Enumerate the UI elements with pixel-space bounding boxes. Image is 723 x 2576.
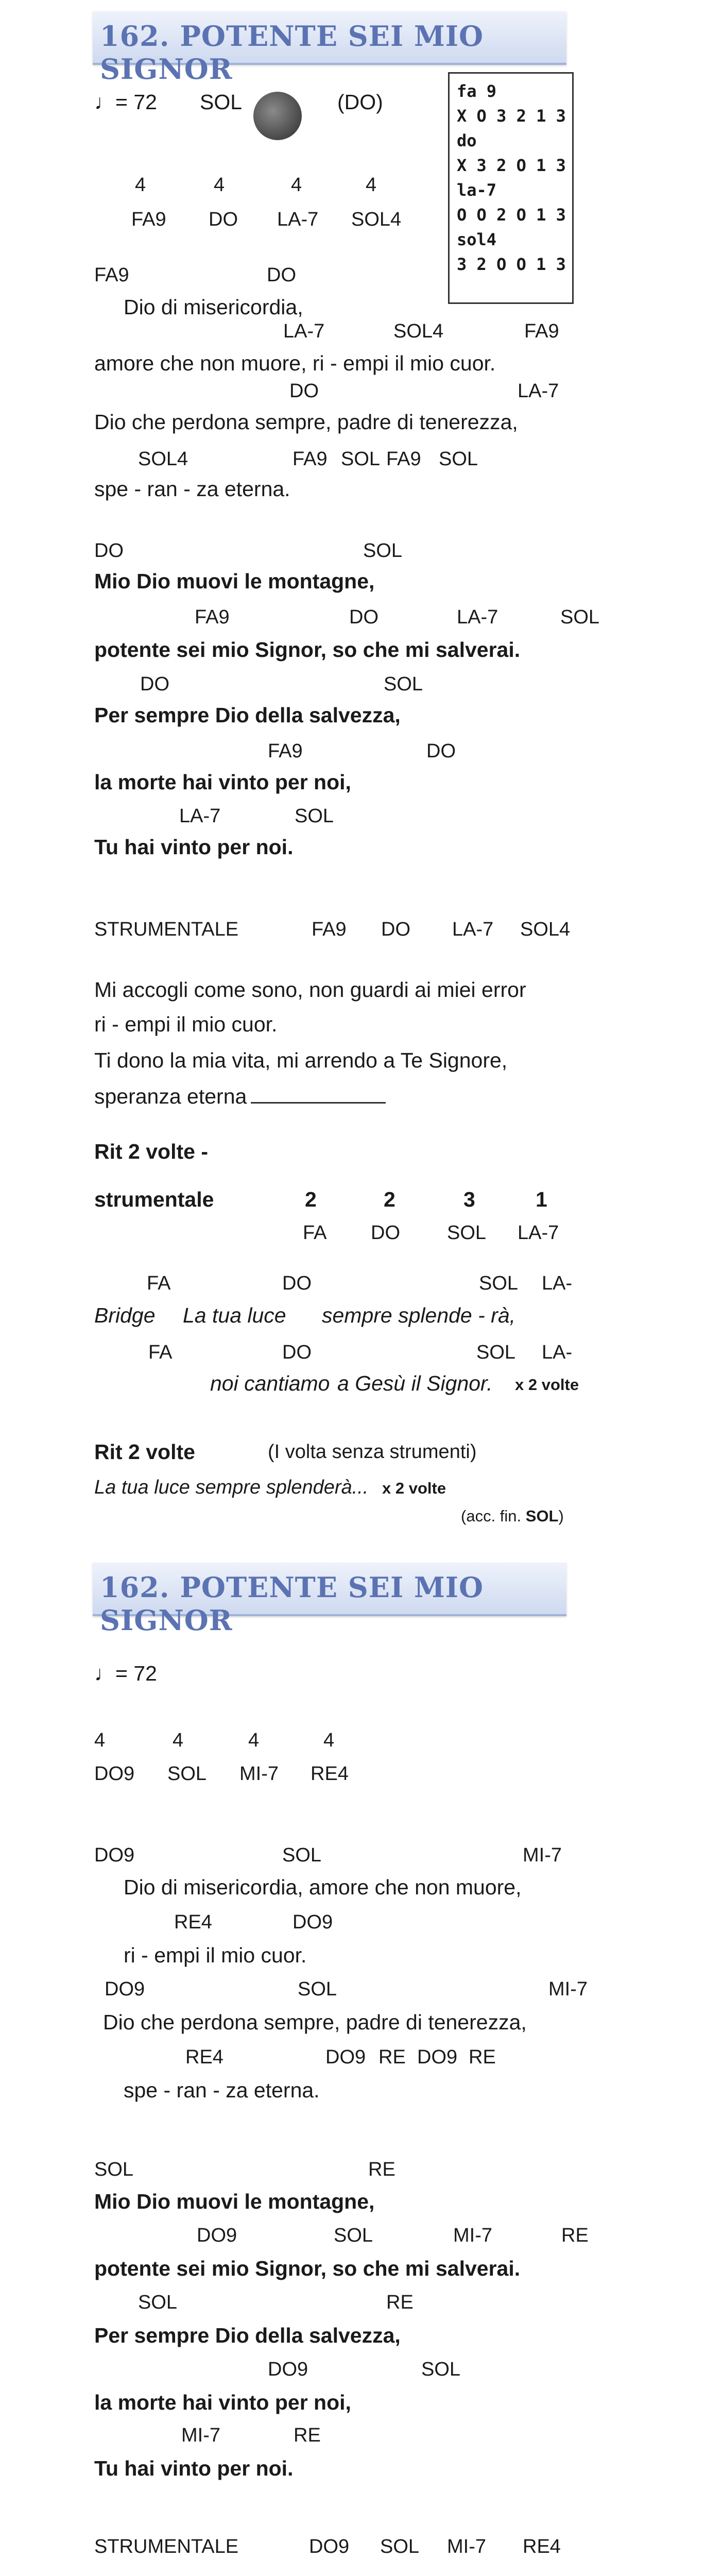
chord: DO9: [105, 1978, 145, 2000]
chorus-line: la morte hai vinto per noi,: [94, 770, 351, 794]
chord: RE4: [523, 2536, 561, 2557]
chord-box-line: X O 3 2 1 3: [457, 106, 566, 126]
chord: DO9: [309, 2536, 350, 2557]
chord: SOL: [341, 448, 381, 470]
chord: DO: [94, 540, 124, 562]
chord: DO: [289, 380, 319, 402]
song-title-bar: [93, 1563, 566, 1637]
chorus-line: potente sei mio Signor, so che mi salverai.: [94, 2257, 521, 2280]
chord: DO: [140, 673, 169, 695]
intro-chord: SOL4: [351, 209, 402, 230]
chord: RE: [561, 2225, 589, 2246]
lyric-line: spe - ran - za eterna.: [94, 477, 290, 501]
beat-count: 4: [323, 1730, 335, 1751]
quarter-note-icon: ♩: [94, 90, 115, 114]
chord: DO9: [292, 1911, 333, 1933]
chorus-line: Per sempre Dio della salvezza,: [94, 703, 401, 727]
chord-box-line: la-7: [457, 180, 497, 200]
chord: LA-: [542, 1342, 573, 1363]
chord: SOL: [334, 2225, 373, 2246]
chord: RE: [368, 2159, 395, 2180]
chord: RE4: [185, 2046, 223, 2068]
chorus-line: Mio Dio muovi le montagne,: [94, 569, 375, 593]
blank-line: [251, 1102, 386, 1104]
repeat-note: x 2 volte: [515, 1376, 579, 1394]
lyric-line: ri - empi il mio cuor.: [124, 1943, 307, 1967]
lyric-line: Dio di misericordia, amore che non muore,: [124, 1875, 522, 1899]
chord: MI-7: [181, 2425, 220, 2446]
chord: DO: [349, 606, 378, 628]
chord: DO9: [268, 2359, 308, 2380]
key-alt-label: (DO): [337, 90, 383, 114]
bridge-line: sempre splende - rà,: [322, 1303, 516, 1327]
rit-label: Rit 2 volte -: [94, 1140, 208, 1163]
chord: LA-: [542, 1273, 573, 1294]
chord: RE4: [174, 1911, 212, 1933]
chord: DO: [381, 919, 410, 940]
rit-note: (I volta senza strumenti): [268, 1441, 477, 1463]
beat-count: 4: [94, 1730, 106, 1751]
tempo-marking: ♩= 72: [94, 1662, 157, 1685]
chorus-line: Per sempre Dio della salvezza,: [94, 2324, 401, 2347]
chord: DO9: [197, 2225, 237, 2246]
song-title-bar: [93, 11, 566, 86]
bridge-line: a Gesù il Signor.: [337, 1371, 493, 1395]
beat-count: 4: [366, 174, 377, 196]
chord: DO: [282, 1273, 312, 1294]
lyric-line: speranza eterna: [94, 1084, 386, 1109]
beat-count: 4: [291, 174, 302, 196]
final-chord-note: (acc. fin. SOL): [461, 1507, 564, 1525]
lyric-line: amore che non muore, ri - empi il mio cuor.: [94, 351, 496, 375]
chord: SOL: [295, 805, 334, 827]
chord: SOL: [138, 2292, 178, 2313]
chord: SOL: [363, 540, 403, 562]
chord: MI-7: [447, 2536, 486, 2557]
beat-count: 4: [135, 174, 146, 196]
intro-chord: MI-7: [239, 1763, 279, 1785]
song-title: 162. POTENTE SEI MIO SIGNOR: [100, 1571, 484, 1637]
chord: FA: [303, 1222, 327, 1244]
section-label: STRUMENTALE: [94, 919, 239, 940]
chord: DO9: [94, 1844, 135, 1866]
chord: LA-7: [452, 919, 494, 940]
chord: SOL: [476, 1342, 516, 1363]
chord: DO: [267, 264, 296, 286]
lyric-line: Mi accogli come sono, non guardi ai miei error: [94, 978, 526, 1002]
measure-count: 2: [305, 1188, 317, 1211]
chord-diagram-box: [448, 72, 574, 304]
lyric-line: spe - ran - za eterna.: [124, 2078, 320, 2102]
chord: DO9: [417, 2046, 458, 2068]
chord: SOL: [479, 1273, 519, 1294]
beat-count: 4: [173, 1730, 184, 1751]
chord-box-line: X 3 2 O 1 3: [457, 156, 566, 175]
chord: MI-7: [548, 1978, 588, 2000]
bridge-line: La tua luce: [183, 1303, 286, 1327]
lyric-line: Dio che perdona sempre, padre di tenerezza,: [103, 2010, 527, 2034]
lyric-line: Ti dono la mia vita, mi arrendo a Te Signore,: [94, 1048, 508, 1072]
chord: SOL4: [520, 919, 571, 940]
chord: FA9: [268, 740, 303, 762]
bridge-line: noi cantiamo: [210, 1371, 330, 1395]
chord: LA-7: [457, 606, 498, 628]
chord: SOL: [384, 673, 423, 695]
bridge-label: Bridge: [94, 1303, 156, 1327]
song-title: 162. POTENTE SEI MIO SIGNOR: [100, 20, 484, 86]
chorus-line: la morte hai vinto per noi,: [94, 2391, 351, 2414]
chord: SOL: [94, 2159, 134, 2180]
chord: FA: [148, 1342, 173, 1363]
beat-count: 4: [248, 1730, 260, 1751]
chord: RE: [469, 2046, 496, 2068]
chord: MI-7: [453, 2225, 492, 2246]
section-label: STRUMENTALE: [94, 2536, 239, 2557]
chord: SOL: [421, 2359, 461, 2380]
chord: FA9: [292, 448, 328, 470]
chord: SOL: [282, 1844, 322, 1866]
chord: LA-7: [283, 320, 325, 342]
rit-label: Rit 2 volte: [94, 1440, 195, 1464]
measure-count: 3: [463, 1188, 475, 1211]
chord: FA9: [524, 320, 559, 342]
chord-box-line: fa 9: [457, 81, 497, 101]
lyric-line: ri - empi il mio cuor.: [94, 1012, 278, 1036]
measure-count: 1: [536, 1188, 547, 1211]
guitar-logo-icon: [253, 92, 302, 140]
chord: SOL: [447, 1222, 487, 1244]
chorus-line: Tu hai vinto per noi.: [94, 2456, 294, 2480]
chord: SOL: [439, 448, 478, 470]
chord-box-line: 3 2 O O 1 3: [457, 255, 566, 274]
quarter-note-icon: ♩: [94, 1662, 115, 1685]
chorus-line: Mio Dio muovi le montagne,: [94, 2190, 375, 2213]
tempo-marking: ♩= 72: [94, 90, 157, 114]
chord: RE: [378, 2046, 406, 2068]
chord: SOL4: [138, 448, 188, 470]
chord: LA-7: [179, 805, 221, 827]
chord-box-line: O O 2 O 1 3: [457, 205, 566, 225]
chord-box-line: do: [457, 131, 477, 150]
chorus-line: potente sei mio Signor, so che mi salverai.: [94, 638, 521, 662]
chord-box-line: sol4: [457, 230, 497, 249]
intro-chord: FA9: [131, 209, 166, 230]
chord: LA-7: [518, 380, 559, 402]
chord: DO: [426, 740, 456, 762]
chord: SOL: [380, 2536, 420, 2557]
chord: RE: [294, 2425, 321, 2446]
chord: MI-7: [523, 1844, 562, 1866]
intro-chord: DO9: [94, 1763, 135, 1785]
measure-count: 2: [384, 1188, 395, 1211]
chord: RE: [386, 2292, 414, 2313]
chorus-line: Tu hai vinto per noi.: [94, 835, 294, 859]
chord: DO: [282, 1342, 312, 1363]
chord: SOL4: [393, 320, 444, 342]
repeat-note: x 2 volte: [382, 1479, 446, 1497]
lyric-line: Dio di misericordia,: [124, 295, 303, 319]
lyric-line: Dio che perdona sempre, padre di tenerezza,: [94, 410, 518, 434]
final-line: La tua luce sempre splenderà...: [94, 1477, 369, 1498]
intro-chord: SOL: [167, 1763, 207, 1785]
chord: FA9: [195, 606, 230, 628]
chord: FA: [147, 1273, 171, 1294]
intro-chord: DO: [209, 209, 238, 230]
chord: FA9: [312, 919, 347, 940]
chord: FA9: [94, 264, 129, 286]
beat-count: 4: [214, 174, 225, 196]
chord: FA9: [386, 448, 421, 470]
chord: DO9: [325, 2046, 366, 2068]
intro-chord: LA-7: [277, 209, 319, 230]
key-label: SOL: [200, 90, 243, 114]
chord: DO: [371, 1222, 400, 1244]
instr-label: strumentale: [94, 1188, 214, 1211]
chord: LA-7: [518, 1222, 559, 1244]
chord: SOL: [560, 606, 600, 628]
chord: SOL: [298, 1978, 337, 2000]
intro-chord: RE4: [311, 1763, 349, 1785]
